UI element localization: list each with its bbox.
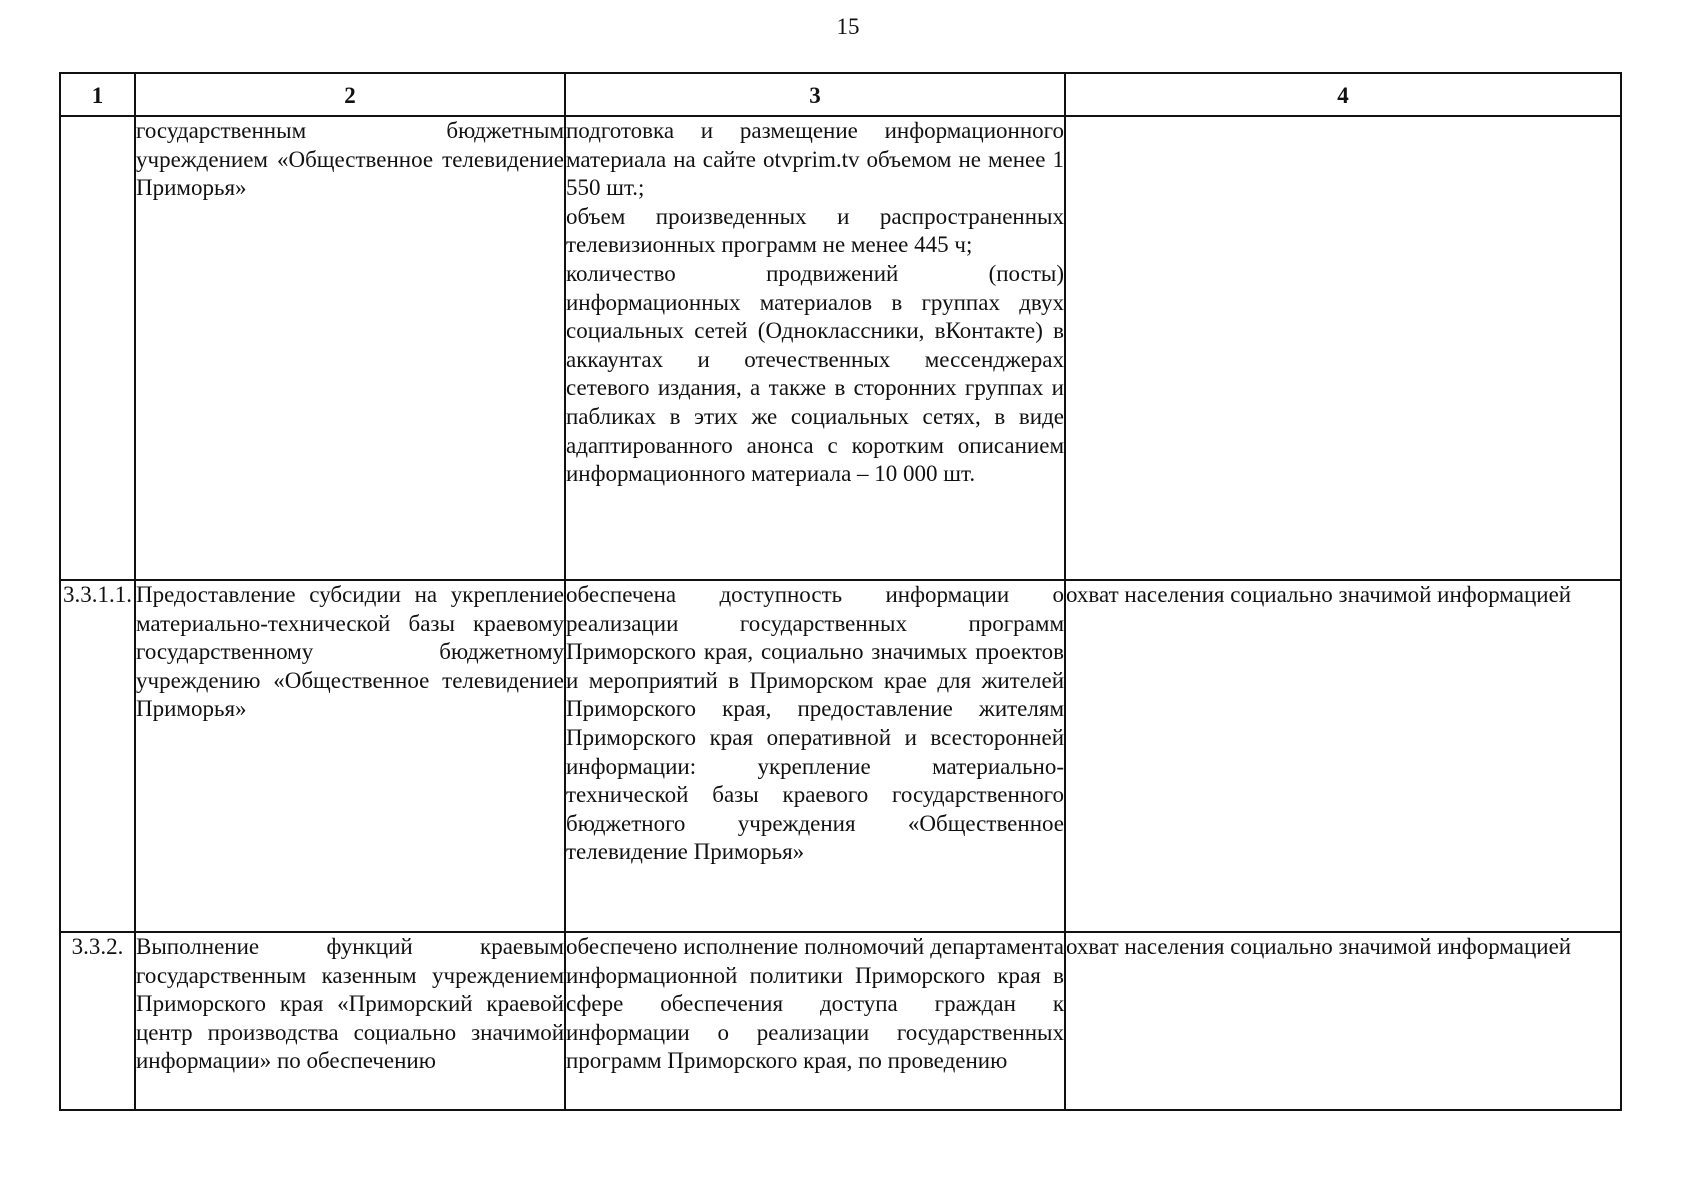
- table-row: [60, 932, 1621, 1110]
- result-paragraph: обеспечена доступность информации о реализации государственных программ Приморского края, социально значимых проектов и мероприятий в Приморском крае для жителей Приморского края, предоставление жителям Приморского края оперативной и всесторонней информации: укрепление материально-технической базы краевого государственного бюджетного учреждения «Общественное телевидение Приморья»: [566, 582, 1064, 865]
- document-table: [59, 72, 1622, 1111]
- row-number: 3.3.2.: [60, 932, 135, 1110]
- event-description: государственным бюджетным учреждением «Общественное телевидение Приморья»: [135, 116, 565, 580]
- result-paragraph: обеспечено исполнение полномочий департамента информационной политики Приморского края в сфере обеспечения доступа граждан к информации о реализации государственных программ Приморского края, по проведению: [566, 934, 1064, 1074]
- table-row: [60, 580, 1621, 932]
- row-number: 3.3.1.1.: [60, 580, 135, 932]
- event-description: Предоставление субсидии на укрепление материально-технической базы краевому государственному бюджетному учреждению «Общественное телевидение Приморья»: [135, 580, 565, 932]
- page-number: 15: [836, 14, 860, 39]
- column-header-1: 1: [60, 73, 135, 116]
- table-row: [60, 116, 1621, 580]
- result-paragraph: подготовка и размещение информационного материала на сайте otvprim.tv объемом не менее 1 550 шт.;: [566, 118, 1064, 201]
- indicator-link: охват населения социально значимой информацией: [1065, 580, 1621, 932]
- column-header-4: 4: [1065, 73, 1621, 116]
- result-paragraph: количество продвижений (посты) информационных материалов в группах двух социальных сетей (Одноклассники, вКонтакте) в аккаунтах и отечественных мессенджерах сетевого издания, а также в сторонних группах и пабликах в этих же социальных сетях, в виде адаптированного анонса с коротким описанием информационного материала – 10 000 шт.: [566, 260, 1064, 487]
- event-description: Выполнение функций краевым государственным казенным учреждением Приморского края «Приморский краевой центр производства социально значимой информации» по обеспечению: [135, 932, 565, 1110]
- expected-result: [565, 580, 1065, 932]
- indicator-link: [1065, 116, 1621, 580]
- result-paragraph: объем произведенных и распространенных телевизионных программ не менее 445 ч;: [566, 203, 1064, 258]
- column-header-2: 2: [135, 73, 565, 116]
- indicator-link: охват населения социально значимой информацией: [1065, 932, 1621, 1110]
- expected-result: [565, 932, 1065, 1110]
- column-header-3: 3: [565, 73, 1065, 116]
- expected-result: [565, 116, 1065, 580]
- row-number: [60, 116, 135, 580]
- table-header-row: [60, 73, 1621, 116]
